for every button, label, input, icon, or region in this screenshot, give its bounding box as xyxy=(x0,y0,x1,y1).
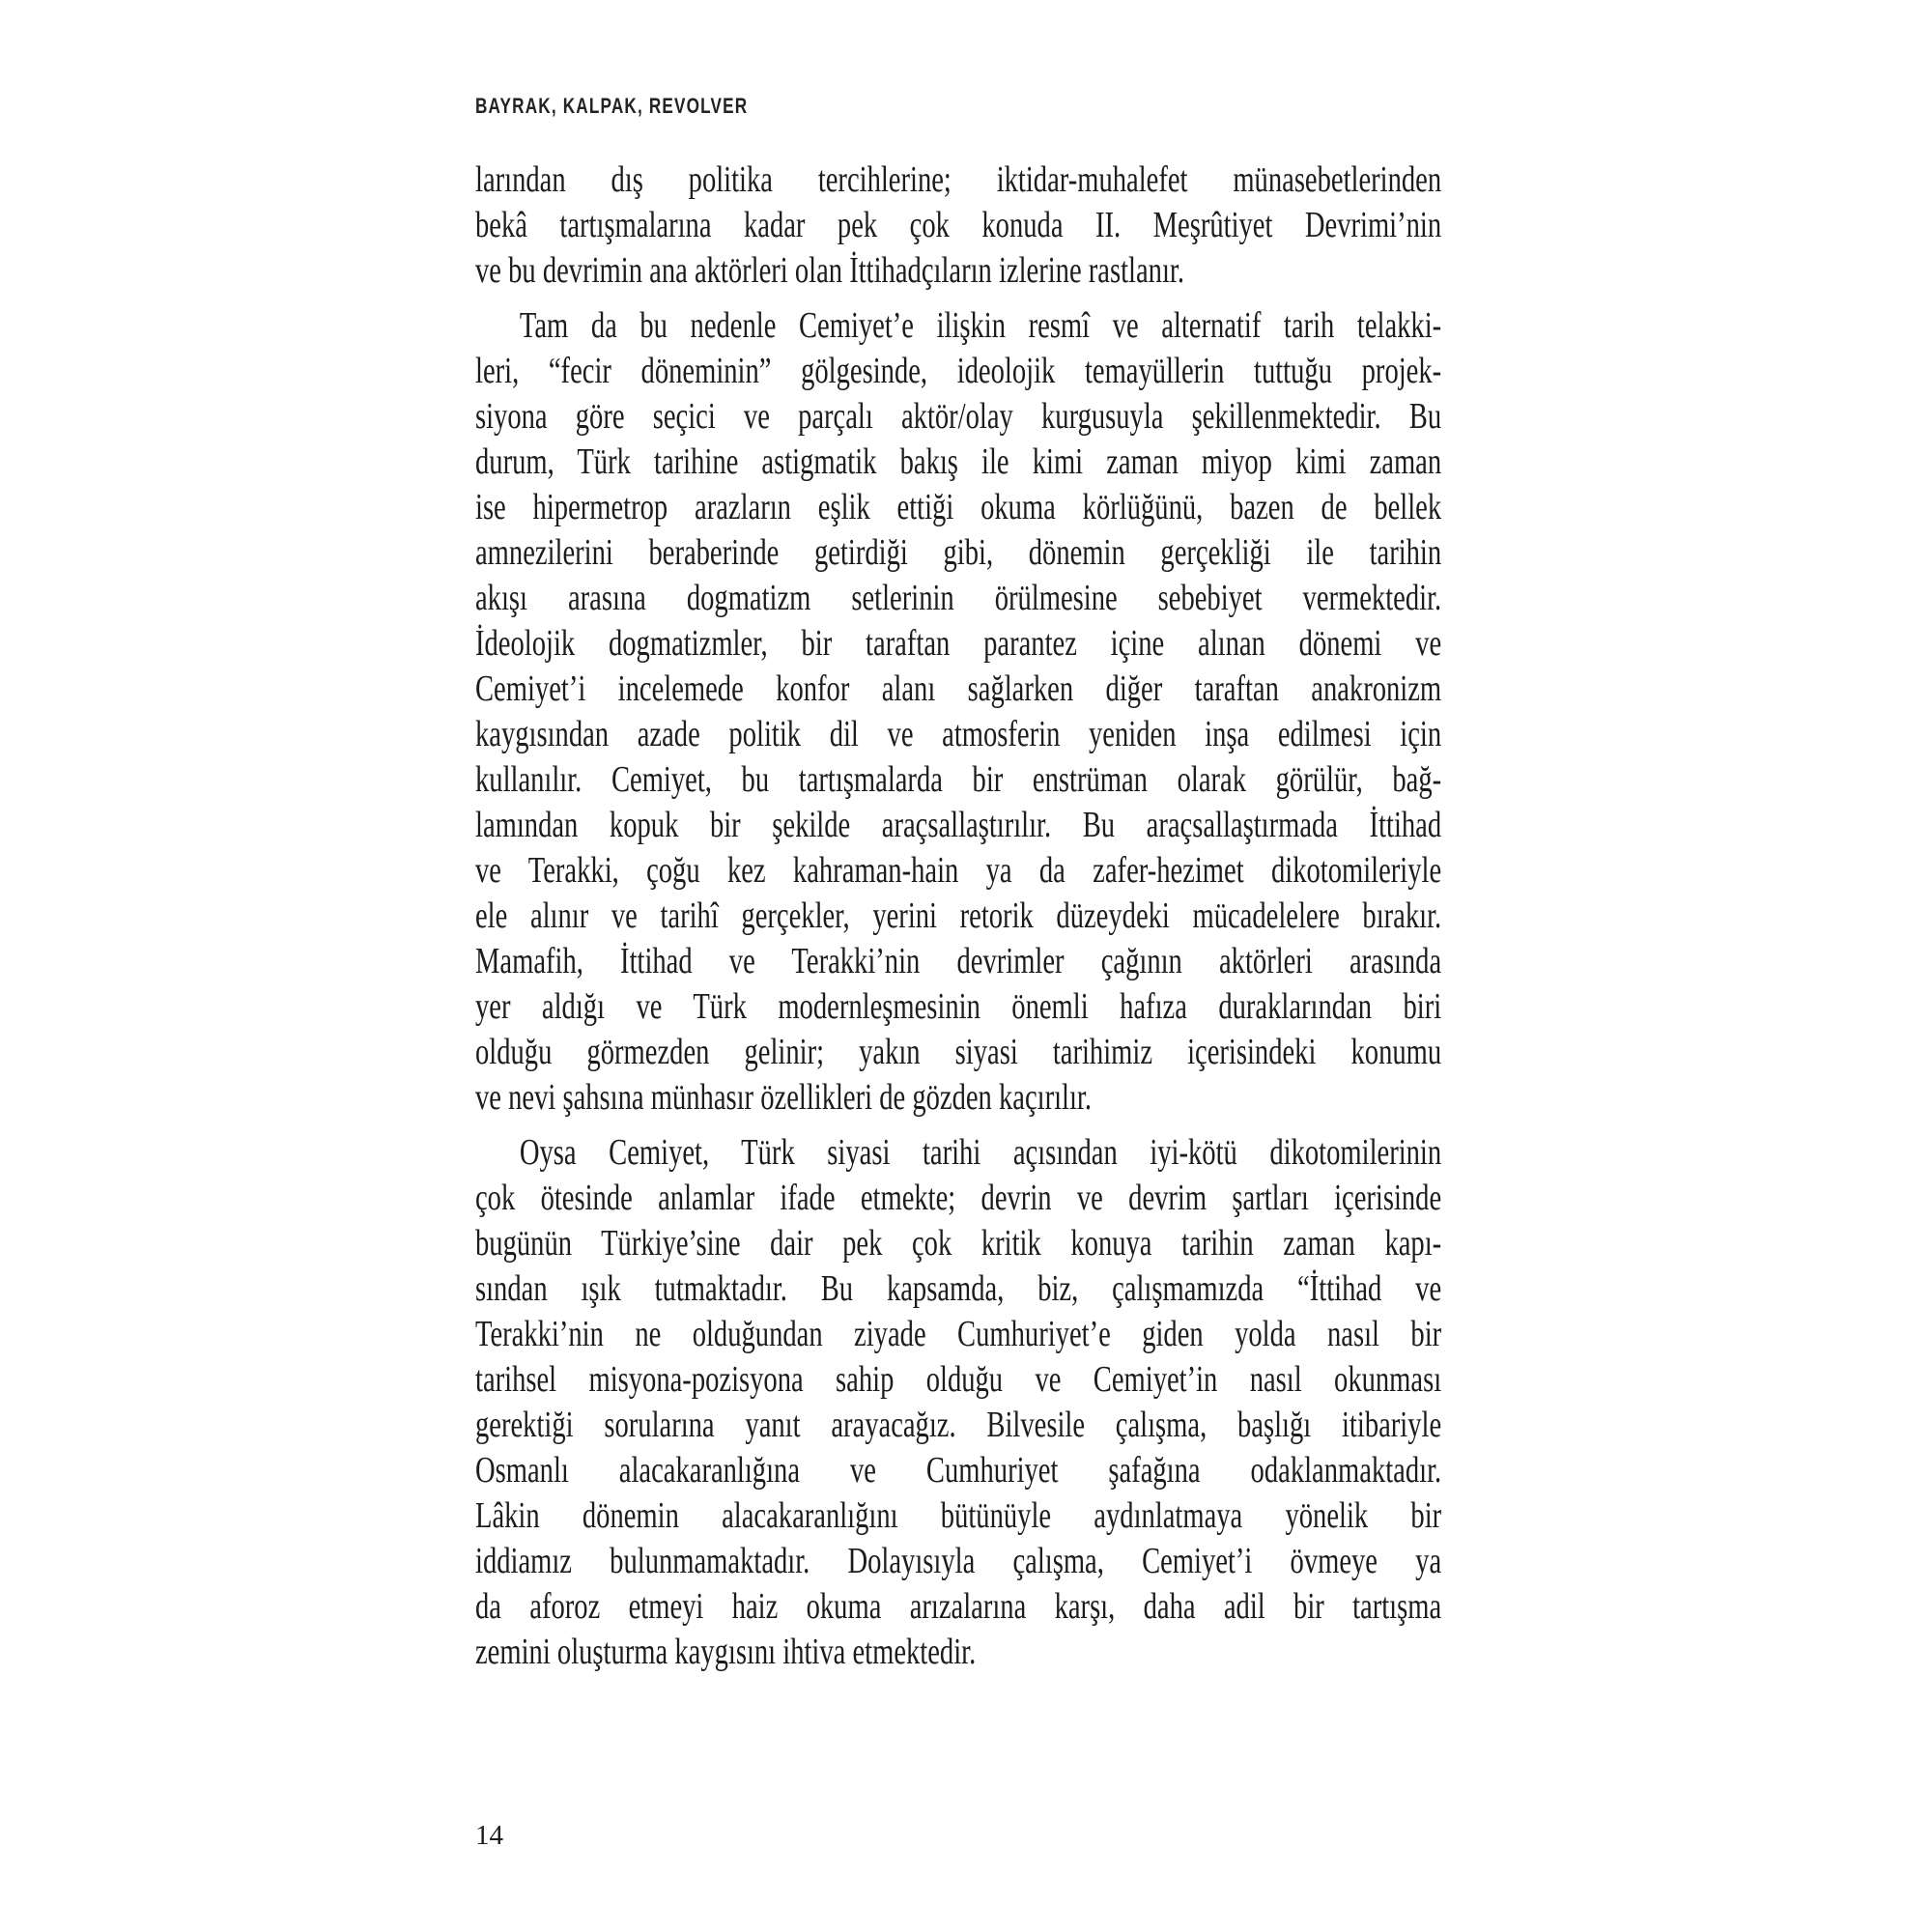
text-line: bugünün Türkiye’sine dair pek çok kritik konuya tarihin zaman kapı- xyxy=(475,1223,1442,1264)
text-line: da aforoz etmeyi haiz okuma arızalarına karşı, daha adil bir tartışma xyxy=(475,1586,1442,1627)
text-line: Cemiyet’i incelemede konfor alanı sağlarken diğer taraftan anakronizm xyxy=(475,668,1442,709)
text-line: ele alınır ve tarihî gerçekler, yerini retorik düzeydeki mücadelelere bırakır. xyxy=(475,895,1442,936)
text-line: kullanılır. Cemiyet, bu tartışmalarda bir enstrüman olarak görülür, bağ- xyxy=(475,759,1442,800)
text-line: bekâ tartışmalarına kadar pek çok konuda II. Meşrûtiyet Devrimi’nin xyxy=(475,205,1442,245)
text-line: iddiamız bulunmamaktadır. Dolayısıyla çalışma, Cemiyet’i övmeye ya xyxy=(475,1541,1442,1581)
text-line: çok ötesinde anlamlar ifade etmekte; devrin ve devrim şartları içerisinde xyxy=(475,1178,1442,1218)
text-line: yer aldığı ve Türk modernleşmesinin önemli hafıza duraklarından biri xyxy=(475,986,1442,1027)
text-line: Osmanlı alacakaranlığına ve Cumhuriyet şafağına odaklanmaktadır. xyxy=(475,1450,1442,1491)
text-line: durum, Türk tarihine astigmatik bakış ile kimi zaman miyop kimi zaman xyxy=(475,441,1442,482)
paragraph xyxy=(475,303,1441,1121)
text-line: ise hipermetrop arazların eşlik ettiği okuma körlüğünü, bazen de bellek xyxy=(475,487,1442,527)
text-block xyxy=(475,157,1441,1675)
text-line: zemini oluşturma kaygısını ihtiva etmektedir. xyxy=(475,1632,977,1672)
text-line: ve Terakki, çoğu kez kahraman-hain ya da zafer-hezimet dikotomileriyle xyxy=(475,850,1442,891)
text-line: ve nevi şahsına münhasır özellikleri de gözden kaçırılır. xyxy=(475,1077,1093,1118)
paragraph xyxy=(475,157,1441,294)
text-line: kaygısından azade politik dil ve atmosferin yeniden inşa edilmesi için xyxy=(475,714,1442,754)
text-line: amnezilerini beraberinde getirdiği gibi, dönemin gerçekliği ile tarihin xyxy=(475,532,1442,573)
text-line: akışı arasına dogmatizm setlerinin örülmesine sebebiyet vermektedir. xyxy=(475,578,1442,618)
text-line: Mamafih, İttihad ve Terakki’nin devrimler çağının aktörleri arasında xyxy=(475,941,1442,981)
running-header: BAYRAK, KALPAK, REVOLVER xyxy=(475,94,749,118)
text-line: Terakki’nin ne olduğundan ziyade Cumhuriyet’e giden yolda nasıl bir xyxy=(475,1314,1442,1354)
paragraph xyxy=(475,1130,1441,1675)
text-line: sından ışık tutmaktadır. Bu kapsamda, biz, çalışmamızda “İttihad ve xyxy=(475,1268,1442,1309)
text-line: siyona göre seçici ve parçalı aktör/olay kurgusuyla şekillenmektedir. Bu xyxy=(475,396,1442,437)
text-line: Oysa Cemiyet, Türk siyasi tarihi açısından iyi-kötü dikotomilerinin xyxy=(519,1132,1442,1173)
text-line: larından dış politika tercihlerine; iktidar-muhalefet münasebetlerinden xyxy=(475,159,1442,200)
text-line: lamından kopuk bir şekilde araçsallaştırılır. Bu araçsallaştırmada İttihad xyxy=(475,805,1442,845)
text-line: tarihsel misyona-pozisyona sahip olduğu ve Cemiyet’in nasıl okunması xyxy=(475,1359,1442,1400)
text-line: Tam da bu nedenle Cemiyet’e ilişkin resmî ve alternatif tarih telakki- xyxy=(519,305,1442,346)
text-line: Lâkin dönemin alacakaranlığını bütünüyle aydınlatmaya yönelik bir xyxy=(475,1495,1442,1536)
text-line: İdeolojik dogmatizmler, bir taraftan parantez içine alınan dönemi ve xyxy=(475,623,1442,664)
page-number: 14 xyxy=(475,1820,503,1851)
text-line: gerektiği sorularına yanıt arayacağız. Bilvesile çalışma, başlığı itibariyle xyxy=(475,1405,1442,1445)
text-line: olduğu görmezden gelinir; yakın siyasi tarihimiz içerisindeki konumu xyxy=(475,1032,1442,1072)
text-line: leri, “fecir döneminin” gölgesinde, ideolojik temayüllerin tuttuğu projek- xyxy=(475,351,1442,391)
text-line: ve bu devrimin ana aktörleri olan İttihadçıların izlerine rastlanır. xyxy=(475,250,1184,291)
